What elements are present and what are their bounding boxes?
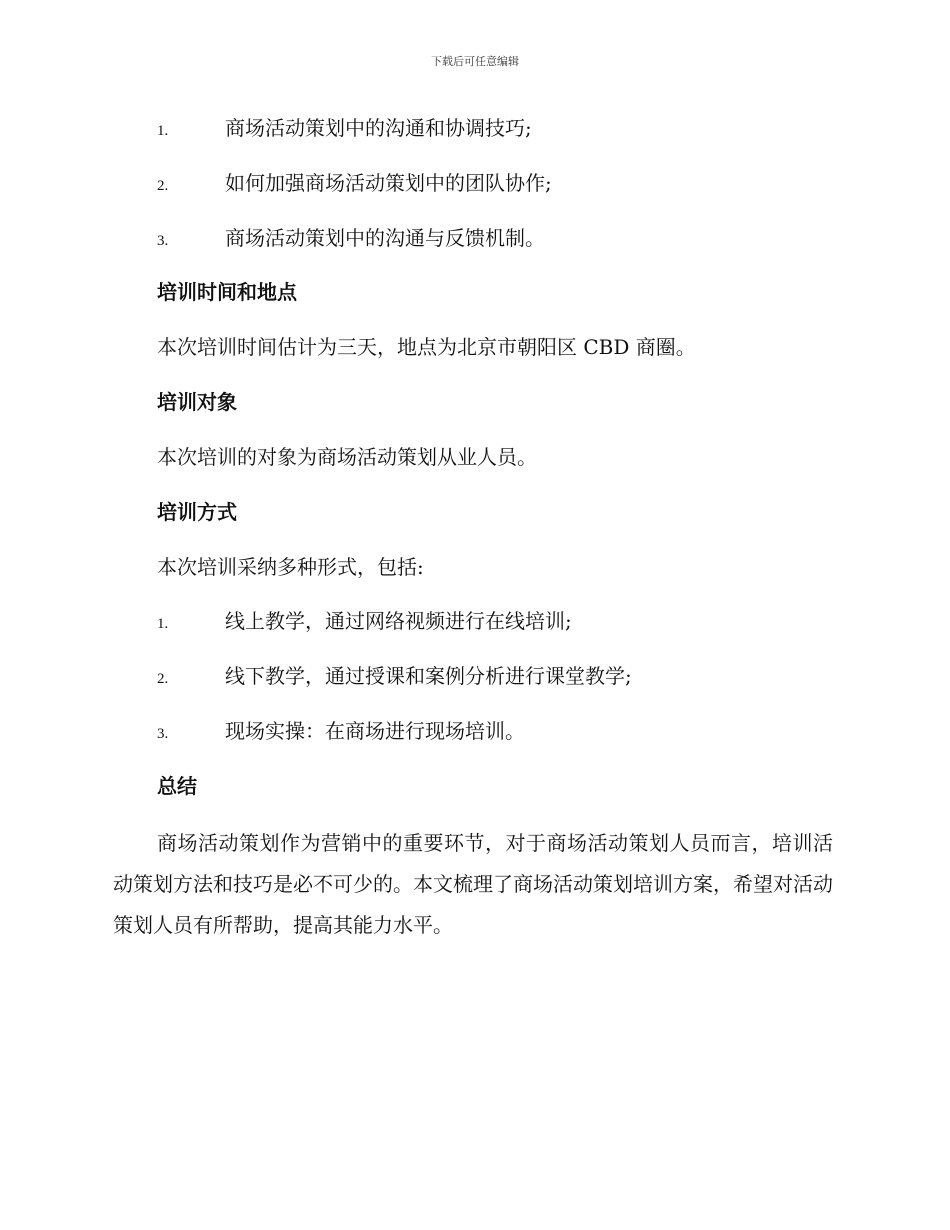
section-body-method: 本次培训采纳多种形式，包括: <box>157 555 424 579</box>
list-item <box>157 168 552 198</box>
list-number: 3. <box>157 726 169 742</box>
section-body-target: 本次培训的对象为商场活动策划从业人员。 <box>157 445 537 469</box>
list-number: 1. <box>157 616 169 632</box>
list-number: 1. <box>157 123 169 139</box>
section-heading-method: 培训方式 <box>157 500 237 524</box>
section-heading-time: 培训时间和地点 <box>157 280 297 304</box>
section-body-summary: 商场活动策划作为营销中的重要环节，对于商场活动策划人员而言，培训活动策划方法和技巧是必不可少的。本文梳理了商场活动策划培训方案，希望对活动策划人员有所帮助，提高其能力水平。 <box>113 831 833 937</box>
list-text: 如何加强商场活动策划中的团队协作; <box>225 171 552 195</box>
section-heading-target: 培训对象 <box>157 390 237 414</box>
page-header: 下载后可任意编辑 <box>431 55 519 68</box>
section-body-time: 本次培训时间估计为三天，地点为北京市朝阳区 CBD 商圈。 <box>157 335 696 359</box>
list-item <box>157 661 632 691</box>
list-text: 线上教学，通过网络视频进行在线培训; <box>225 609 572 633</box>
list-number: 2. <box>157 178 169 194</box>
list-text: 商场活动策划中的沟通和协调技巧; <box>225 116 532 140</box>
list-text: 现场实操：在商场进行现场培训。 <box>225 719 525 743</box>
section-heading-summary: 总结 <box>157 774 197 798</box>
list-number: 2. <box>157 671 169 687</box>
list-item <box>157 113 532 143</box>
list-item <box>157 223 545 253</box>
list-item <box>157 716 525 746</box>
list-item <box>157 606 572 636</box>
list-number: 3. <box>157 233 169 249</box>
list-text: 线下教学，通过授课和案例分析进行课堂教学; <box>225 664 632 688</box>
list-text: 商场活动策划中的沟通与反馈机制。 <box>225 226 545 250</box>
